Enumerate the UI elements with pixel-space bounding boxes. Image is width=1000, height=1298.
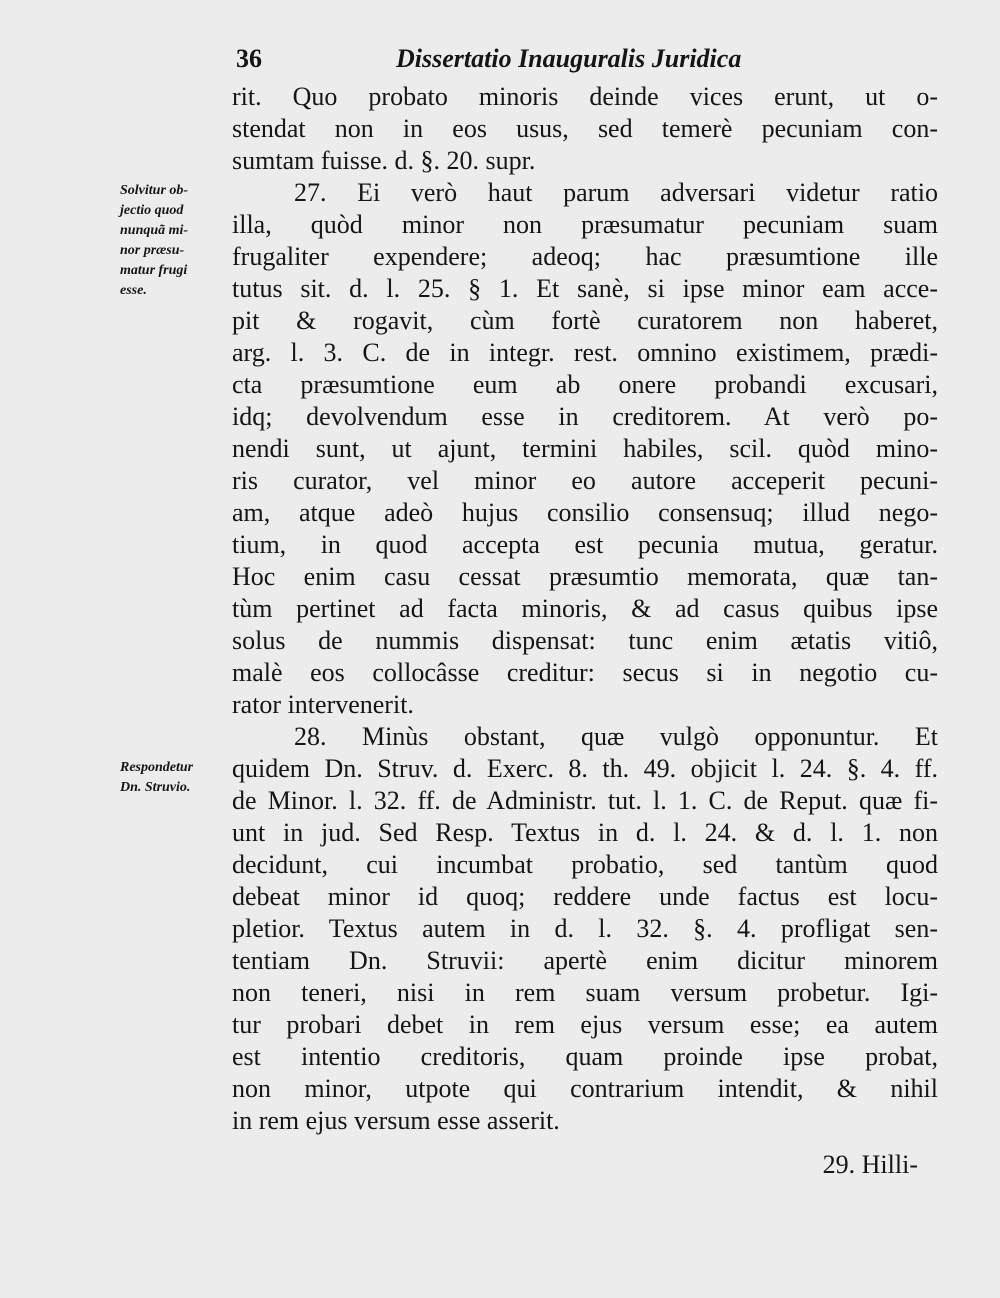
text-line: 27. Ei verò haut parum adversari videtur ratio xyxy=(294,178,938,207)
text-line: non minor, utpote qui contrarium intendit, & nihil xyxy=(232,1074,938,1103)
text-line: de Minor. l. 32. ff. de Administr. tut. l. 1. C. de Reput. quæ fi- xyxy=(232,786,938,815)
marginal-line: esse. xyxy=(120,283,147,298)
marginal-line: nor præsu- xyxy=(120,243,185,258)
text-line: tentiam Dn. Struvii: apertè enim dicitur minorem xyxy=(232,946,938,975)
marginal-line: matur frugi xyxy=(120,263,188,278)
marginal-line: Solvitur ob- xyxy=(120,183,189,198)
text-line: tium, in quod accepta est pecunia mutua, geratur. xyxy=(232,530,938,559)
text-line: tùm pertinet ad facta minoris, & ad casus quibus ipse xyxy=(232,594,938,623)
text-line: debeat minor id quoq; reddere unde factus est locu- xyxy=(232,882,938,911)
text-line: pletior. Textus autem in d. l. 32. §. 4. profligat sen- xyxy=(232,914,938,943)
text-line: 28. Minùs obstant, quæ vulgò opponuntur. Et xyxy=(294,722,938,751)
text-line: tutus sit. d. l. 25. § 1. Et sanè, si ipse minor eam acce- xyxy=(232,274,938,303)
text-line: am, atque adeò hujus consilio consensuq; illud nego- xyxy=(232,498,938,527)
text-line: unt in jud. Sed Resp. Textus in d. l. 24. & d. l. 1. non xyxy=(232,818,938,847)
text-line: stendat non in eos usus, sed temerè pecuniam con- xyxy=(232,114,938,143)
text-line: rit. Quo probato minoris deinde vices erunt, ut o- xyxy=(232,82,938,111)
text-line: in rem ejus versum esse asserit. xyxy=(232,1106,560,1135)
marginal-note-1 xyxy=(120,181,232,301)
running-title: Dissertatio Inauguralis Juridica xyxy=(396,44,742,73)
text-line: solus de nummis dispensat: tunc enim ætatis vitiô, xyxy=(232,626,938,655)
text-line: decidunt, cui incumbat probatio, sed tantùm quod xyxy=(232,850,938,879)
text-line: tur probari debet in rem ejus versum esse; ea autem xyxy=(232,1010,938,1039)
marginal-line: nunquã mi- xyxy=(120,223,189,238)
text-line: illa, quòd minor non præsumatur pecuniam suam xyxy=(232,210,938,239)
text-line: pit & rogavit, cùm fortè curatorem non haberet, xyxy=(232,306,938,335)
page-header xyxy=(236,44,936,84)
marginal-line: jectio quod xyxy=(120,203,184,218)
text-line: non teneri, nisi in rem suam versum probetur. Igi- xyxy=(232,978,938,1007)
text-line: cta præsumtione eum ab onere probandi excusari, xyxy=(232,370,938,399)
text-line: frugaliter expendere; adeoq; hac præsumtione ille xyxy=(232,242,938,271)
text-line: est intentio creditoris, quam proinde ipse probat, xyxy=(232,1042,938,1071)
text-line: ris curator, vel minor eo autore acceperit pecuni- xyxy=(232,466,938,495)
text-line: arg. l. 3. C. de in integr. rest. omnino existimem, prædi- xyxy=(232,338,938,367)
text-line: quidem Dn. Struv. d. Exerc. 8. th. 49. objicit l. 24. §. 4. ff. xyxy=(232,754,938,783)
marginal-note-2 xyxy=(120,758,232,798)
page-number: 36 xyxy=(236,44,262,73)
text-line: Hoc enim casu cessat præsumtio memorata, quæ tan- xyxy=(232,562,938,591)
text-line: malè eos collocâsse creditur: secus si in negotio cu- xyxy=(232,658,938,687)
text-line: nendi sunt, ut ajunt, termini habiles, scil. quòd mino- xyxy=(232,434,938,463)
catchword-line: 29. Hilli- xyxy=(822,1150,918,1179)
text-line: sumtam fuisse. d. §. 20. supr. xyxy=(232,146,536,175)
text-line: rator intervenerit. xyxy=(232,690,414,719)
body-text xyxy=(232,81,938,1181)
text-line: idq; devolvendum esse in creditorem. At verò po- xyxy=(232,402,938,431)
marginal-line: Respondetur xyxy=(120,760,194,775)
marginal-line: Dn. Struvio. xyxy=(120,780,191,795)
